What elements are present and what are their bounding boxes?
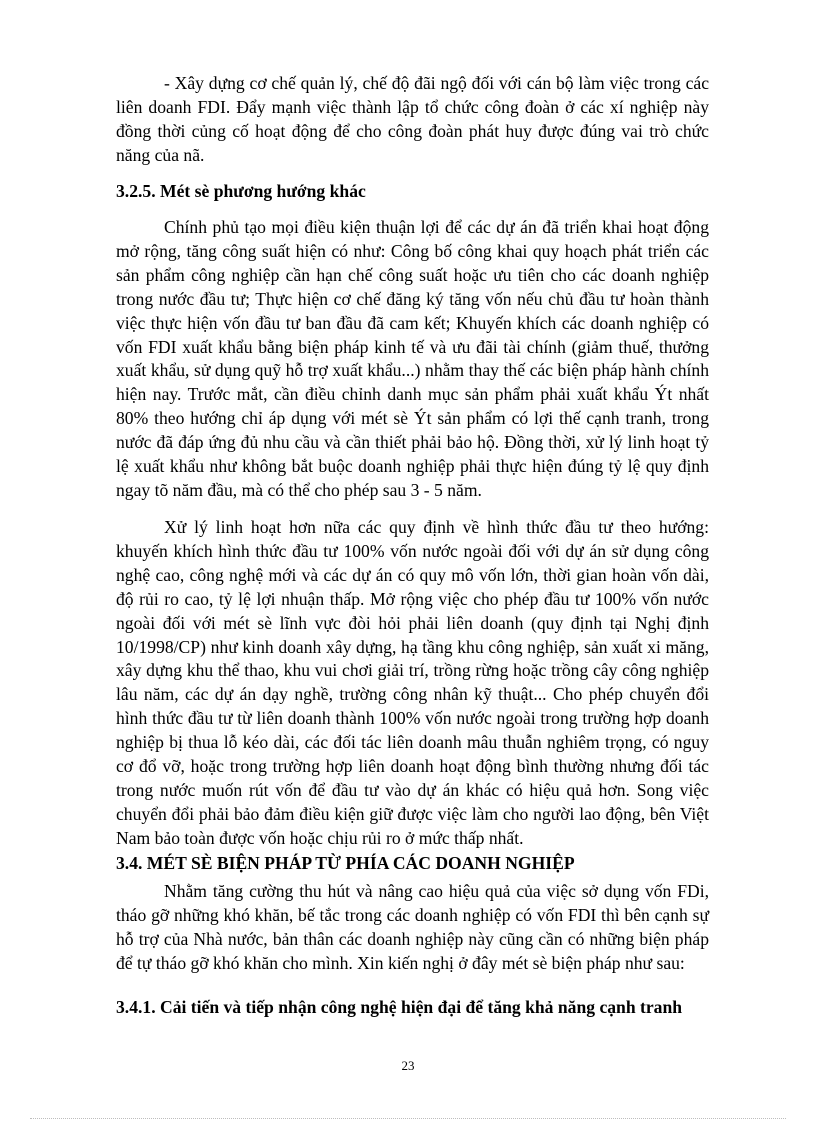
page-number: 23 [401,1058,415,1073]
paragraph-investment-forms: Xử lý linh hoạt hơn nữa các quy định về hình thức đầu tư theo hướng: khuyến khích hình thức đầu tư 100% vốn nước ngoài đối với dự án sử dụng công nghệ cao, công nghệ mới và các dự án có quy mô vốn lớn, thời gian hoàn vốn dài, độ rủi ro cao, tỷ lệ lợi nhuận thấp. Mở rộng việc cho phép đầu tư 100% vốn nước ngoài đối với mét sè lĩnh vực đòi hỏi phải liên doanh (quy định tại Nghị định 10/1998/CP) như kinh doanh xây dựng, hạ tầng khu công nghiệp, sản xuất xi măng, xây dựng khu thể thao, khu vui chơi giải trí, trồng rừng hoặc trồng cây công nghiệp lâu năm, các dự án dạy nghề, trường công nhân kỹ thuật... Cho phép chuyển đổi hình thức đầu tư từ liên doanh thành 100% vốn nước ngoài trong trường hợp doanh nghiệp bị thua lỗ kéo dài, các đối tác liên doanh mâu thuẫn nghiêm trọng, có nguy cơ đổ vỡ, hoặc trong trường hợp liên doanh hoạt động bình thường nhưng đối tác trong nước muốn rút vốn để đầu tư vào dự án khác có hiệu quả hơn. Song việc chuyển đổi phải bảo đảm điều kiện giữ được việc làm cho người lao động, bên Việt Nam bảo toàn được vốn hoặc chịu rủi ro ở mức thấp nhất. [116,517,709,848]
paragraph-enterprise-measures: Nhằm tăng cường thu hút và nâng cao hiệu quả của việc sở dụng vốn FDi, tháo gỡ những khó khăn, bế tắc trong các doanh nghiệp có vốn FDI thì bên cạnh sự hỗ trợ của Nhà nước, bản thân các doanh nghiệp này cũng cần có những biện pháp để tự tháo gỡ khó khăn cho mình. Xin kiến nghị ở đây mét sè biện pháp như sau: [116,881,709,973]
page-bottom-divider [30,1118,786,1119]
paragraph-government-conditions: Chính phủ tạo mọi điều kiện thuận lợi để các dự án đã triển khai hoạt động mở rộng, tăng công suất hiện có như: Công bố công khai quy hoạch phát triển các sản phẩm công nghiệp cần hạn chế công suất hoặc ưu tiên cho các doanh nghiệp trong nước đầu tư; Thực hiện cơ chế đăng ký tăng vốn nếu chủ đầu tư hoàn thành việc thực hiện vốn đầu tư ban đầu đã cam kết; Khuyến khích các doanh nghiệp có vốn FDI xuất khẩu bằng biện pháp kinh tế và ưu đãi tài chính (giảm thuế, thưởng xuất khẩu, sử dụng quỹ hỗ trợ xuất khẩu...) nhằm thay thế các biện pháp hành chính hiện nay. Trước mắt, cần điều chỉnh danh mục sản phẩm phải xuất khẩu Ýt nhất 80% theo hướng chỉ áp dụng với mét sè Ýt sản phẩm có lợi thế cạnh tranh, trong nước đã đáp ứng đủ nhu cầu và cần thiết phải bảo hộ. Đồng thời, xử lý linh hoạt tỷ lệ xuất khẩu như không bắt buộc doanh nghiệp phải thực hiện đúng tỷ lệ quy định ngay tõ năm đầu, mà có thể cho phép sau 3 - 5 năm. [116,217,709,500]
heading-3-4: 3.4. MÉT SÈ BIỆN PHÁP TỪ PHÍA CÁC DOANH NGHIỆP [116,853,575,873]
paragraph-management-mechanism: - Xây dựng cơ chế quản lý, chế độ đãi ngộ đối với cán bộ làm việc trong các liên doanh FDI. Đẩy mạnh việc thành lập tổ chức công đoàn ở các xí nghiệp này đồng thời củng cố hoạt động để cho công đoàn phát huy được đúng vai trò chức năng của nã. [116,73,709,165]
heading-3-2-5: 3.2.5. Mét sè phương hướng khác [116,181,366,201]
heading-3-4-1: 3.4.1. Cải tiến và tiếp nhận công nghệ hiện đại để tăng khả năng cạnh tranh [116,997,683,1017]
